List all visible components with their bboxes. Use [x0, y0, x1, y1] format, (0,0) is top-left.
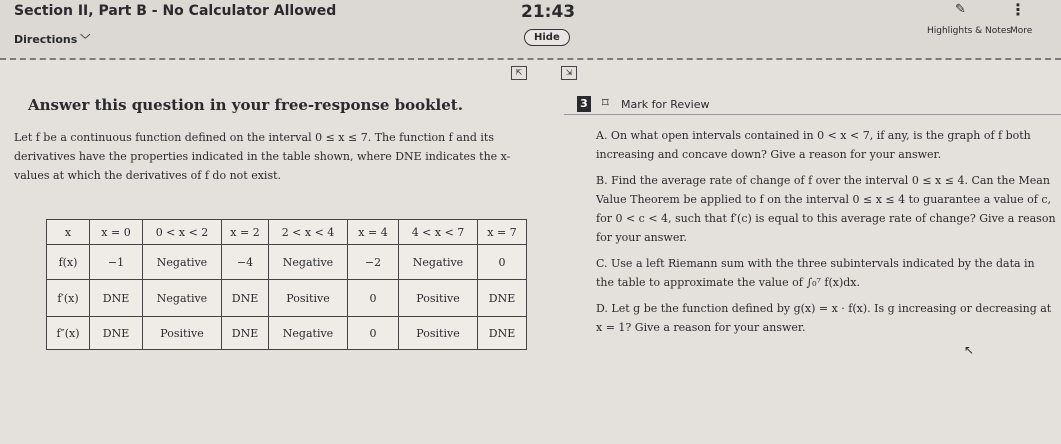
table-header: x — [47, 220, 90, 245]
question-divider — [564, 114, 1061, 115]
table-cell: Negative — [143, 280, 222, 317]
table-cell: Positive — [399, 317, 478, 350]
table-cell: Positive — [399, 280, 478, 317]
table-cell: DNE — [478, 317, 527, 350]
table-header: x = 7 — [478, 220, 527, 245]
hide-timer-button[interactable]: Hide — [524, 29, 570, 46]
expand-left-pane-icon[interactable]: ⇱ — [511, 66, 527, 80]
answer-heading: Answer this question in your free-response booklet. — [28, 96, 463, 114]
part-c: C. Use a left Riemann sum with the three subintervals indicated by the data in the table to approximate the value of ∫₀⁷ f(x)dx. — [596, 257, 1035, 289]
table-cell: f(x) — [47, 245, 90, 280]
table-cell: DNE — [90, 280, 143, 317]
part-b: B. Find the average rate of change of f over the interval 0 ≤ x ≤ 4. Can the Mean Value Theorem be applied to f on the interval 0 ≤ x ≤ 4 to guarantee a value of c, for 0 < c < 4, such that f′(c) is equal to this average rate of change? Give a reason for your answer. — [596, 174, 1056, 244]
table-cell: Positive — [143, 317, 222, 350]
table-cell: Positive — [269, 280, 348, 317]
directions-button[interactable] — [14, 31, 90, 46]
part-d: D. Let g be the function defined by g(x) = x · f(x). Is g increasing or decreasing at x = 1? Give a reason for your answer. — [596, 302, 1052, 334]
chevron-down-icon: ﹀ — [80, 35, 91, 46]
table-cell: DNE — [478, 280, 527, 317]
section-title: Section II, Part B - No Calculator Allowed — [14, 3, 337, 19]
table-header: x = 4 — [348, 220, 399, 245]
table-cell: 0 — [348, 280, 399, 317]
right-pane — [536, 88, 1061, 444]
mouse-cursor-icon: ↖ — [964, 343, 975, 357]
question-parts — [596, 126, 1056, 344]
table-cell: DNE — [222, 317, 269, 350]
table-header: 2 < x < 4 — [269, 220, 348, 245]
table-header-row — [47, 220, 527, 245]
table-header: x = 0 — [90, 220, 143, 245]
bookmark-icon[interactable]: ⌑ — [602, 96, 609, 111]
table-cell: 0 — [348, 317, 399, 350]
more-menu-icon[interactable]: ⋮ — [1010, 0, 1026, 19]
left-pane — [0, 88, 528, 444]
table-cell: 0 — [478, 245, 527, 280]
highlights-notes-label[interactable]: Highlights & Notes — [927, 26, 1012, 36]
directions-label: Directions — [14, 33, 78, 46]
question-number-badge: 3 — [577, 96, 591, 112]
table-cell: −4 — [222, 245, 269, 280]
table-cell: −2 — [348, 245, 399, 280]
table-cell: f′(x) — [47, 280, 90, 317]
table-cell: DNE — [222, 280, 269, 317]
table-row — [47, 317, 527, 350]
table-cell: −1 — [90, 245, 143, 280]
part-a: A. On what open intervals contained in 0 < x < 7, if any, is the graph of f both increasing and concave down? Give a reason for your answer. — [596, 129, 1031, 161]
properties-table — [46, 219, 527, 350]
table-cell: DNE — [90, 317, 143, 350]
table-header: x = 2 — [222, 220, 269, 245]
table-cell: Negative — [269, 245, 348, 280]
mark-for-review-button[interactable]: Mark for Review — [621, 98, 710, 111]
highlighter-pen-icon[interactable]: ✎ — [955, 2, 966, 17]
table-row — [47, 245, 527, 280]
more-label[interactable]: More — [1010, 26, 1033, 36]
table-row — [47, 280, 527, 317]
timer: 21:43 — [521, 2, 576, 22]
table-cell: f″(x) — [47, 317, 90, 350]
table-header: 0 < x < 2 — [143, 220, 222, 245]
table-cell: Negative — [143, 245, 222, 280]
question-stem: Let f be a continuous function defined on the interval 0 ≤ x ≤ 7. The function f and its derivatives have the properties indicated in the table shown, where DNE indicates the x-values at which the derivatives of f do not exist. — [14, 131, 511, 182]
top-bar — [0, 0, 1061, 60]
table-cell: Negative — [269, 317, 348, 350]
table-header: 4 < x < 7 — [399, 220, 478, 245]
expand-right-pane-icon[interactable]: ⇲ — [561, 66, 577, 80]
table-cell: Negative — [399, 245, 478, 280]
